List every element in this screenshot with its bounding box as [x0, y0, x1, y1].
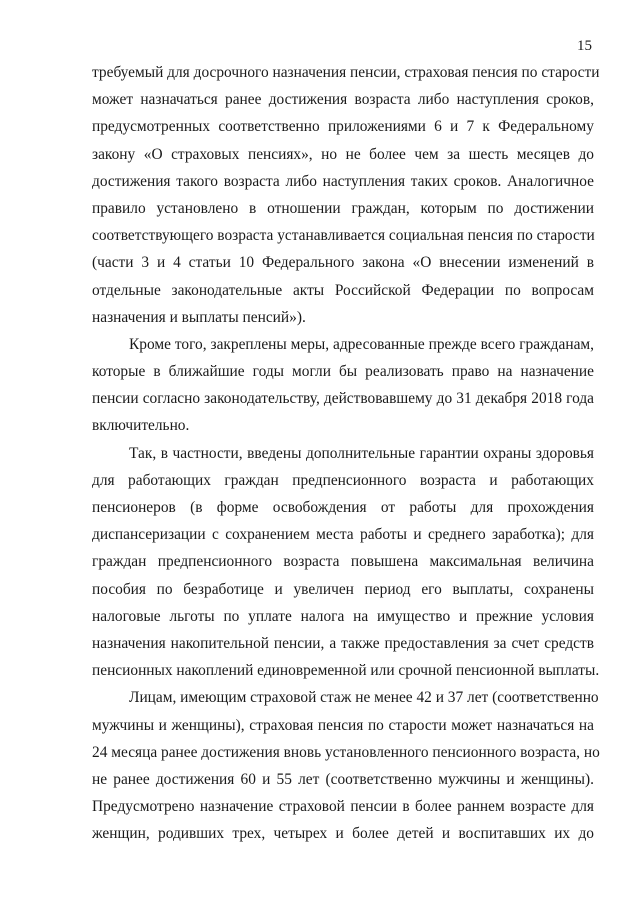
text-line: (части 3 и 4 статьи 10 Федерального закона «О внесении изменений в [92, 254, 594, 272]
text-line: требуемый для досрочного назначения пенсии, страховая пенсия по старости [92, 64, 600, 81]
text-line: граждан предпенсионного возраста повышена максимальная величина [92, 553, 594, 571]
text-line: может назначаться ранее достижения возраста либо наступления сроков, [92, 91, 594, 109]
body-text [92, 59, 600, 847]
text-line: не ранее достижения 60 и 55 лет (соответственно мужчины и женщины). [92, 770, 594, 788]
paragraph [92, 331, 594, 440]
text-line: Так, в частности, введены дополнительные гарантии охраны здоровья [129, 444, 594, 462]
text-line: Предусмотрено назначение страховой пенсии в более раннем возрасте для [92, 798, 594, 816]
text-line: предусмотренных соответственно приложениями 6 и 7 к Федеральному [92, 118, 594, 136]
text-line: пенсии согласно законодательству, действовавшему до 31 декабря 2018 года [92, 390, 594, 408]
text-line: достижения такого возраста либо наступления таких сроков. Аналогичное [92, 172, 594, 190]
text-line: правило установлено в отношении граждан, которым по достижении [92, 199, 594, 217]
text-line: налоговые льготы по уплате налога на имущество и прежние условия [92, 607, 594, 625]
text-line: Лицам, имеющим страховой стаж не менее 42 и 37 лет (соответственно [129, 689, 599, 707]
text-line: для работающих граждан предпенсионного возраста и работающих [92, 471, 594, 489]
text-line: мужчины и женщины), страховая пенсия по старости может назначаться на [92, 716, 594, 734]
paragraph [92, 684, 600, 847]
paragraph [92, 440, 600, 685]
text-line: 24 месяца ранее достижения вновь установленного пенсионного возраста, но [92, 743, 600, 761]
text-line: которые в ближайшие годы могли бы реализовать право на назначение [92, 363, 594, 381]
page-number: 15 [577, 38, 592, 54]
text-line: пенсионеров (в форме освобождения от работы для прохождения [92, 499, 594, 516]
text-line: диспансеризации с сохранением места работы и среднего заработка); для [92, 526, 594, 544]
text-line: пособия по безработице и увеличен период его выплаты, сохранены [92, 580, 594, 598]
text-line: закону «О страховых пенсиях», но не более чем за шесть месяцев до [92, 145, 594, 163]
text-line: пенсионных накоплений единовременной или срочной пенсионной выплаты. [92, 662, 600, 680]
text-line: включительно. [92, 417, 190, 435]
text-line: назначения накопительной пенсии, а также предоставления за счет средств [92, 634, 594, 652]
text-line: женщин, родивших трех, четырех и более детей и воспитавших их до [92, 825, 594, 843]
text-line: назначения и выплаты пенсий»). [92, 308, 306, 326]
text-line: Кроме того, закреплены меры, адресованные прежде всего гражданам, [129, 335, 594, 353]
paragraph [92, 59, 600, 331]
text-line: отдельные законодательные акты Российской Федерации по вопросам [92, 281, 594, 299]
text-line: соответствующего возраста устанавливается социальная пенсия по старости [92, 227, 595, 245]
